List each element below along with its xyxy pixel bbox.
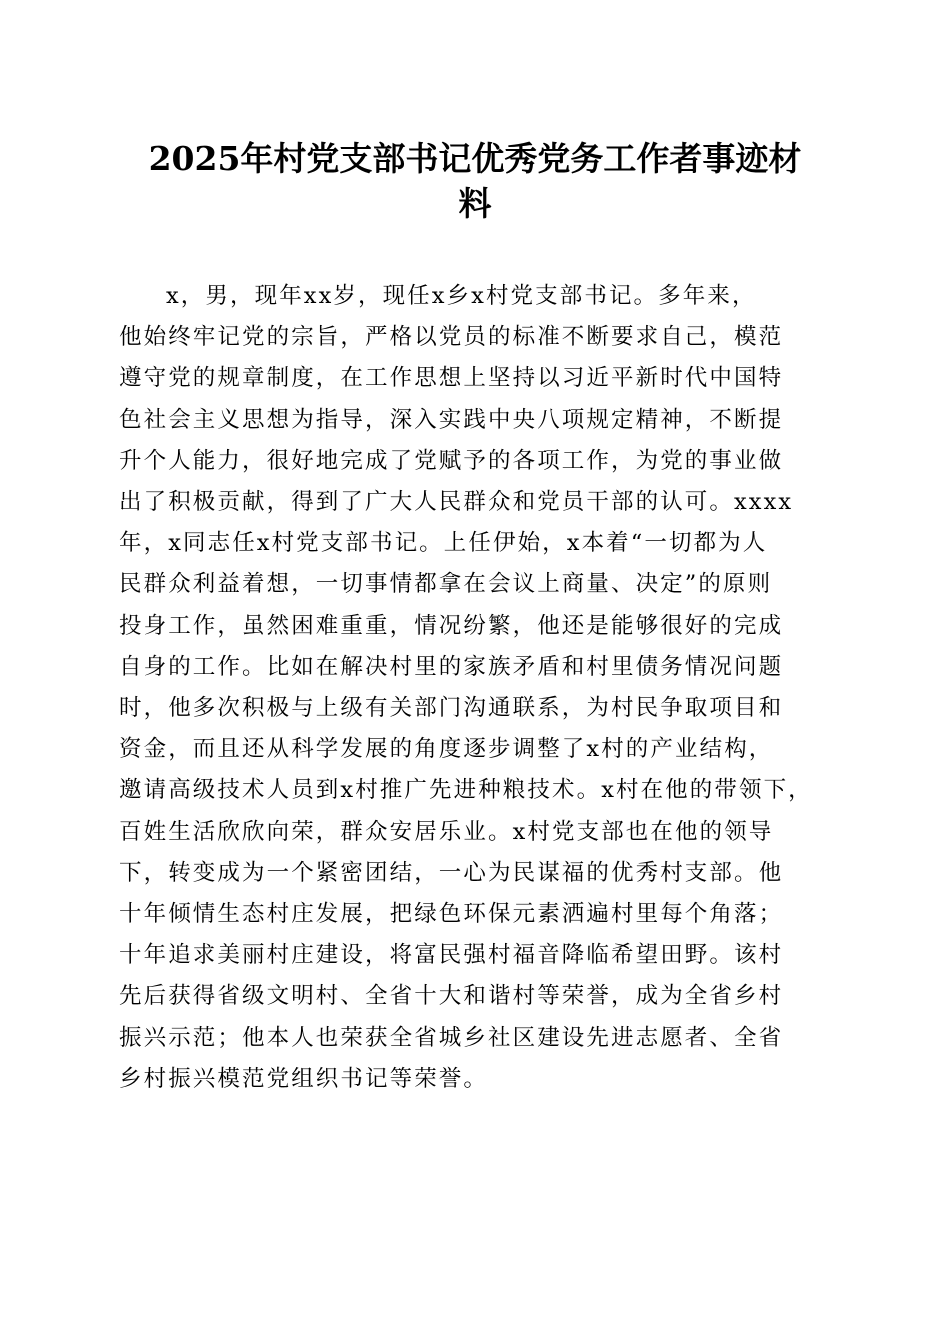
title-line: 2025年村党支部书记优秀党务工作者事迹材	[148, 139, 802, 178]
paragraph-line: 升个人能力，很好地完成了党赋予的各项工作，为党的事业做	[119, 447, 784, 474]
paragraph-line: 出了积极贡献，得到了广大人民群众和党员干部的认可。xxxx	[119, 489, 794, 516]
paragraph-line: 投身工作，虽然困难重重，情况纷繁，他还是能够很好的完成	[119, 612, 784, 639]
title-line: 料	[458, 184, 492, 223]
paragraph-line: 民群众利益着想，一切事情都拿在会议上商量、决定”的原则	[119, 571, 773, 598]
paragraph-line: 邀请高级技术人员到x村推广先进种粮技术。x村在他的带领下，	[119, 777, 813, 804]
document-title	[118, 136, 832, 226]
body-paragraph	[119, 276, 835, 1100]
paragraph-line: 时，他多次积极与上级有关部门沟通联系，为村民争取项目和	[119, 695, 784, 722]
paragraph-line: 先后获得省级文明村、全省十大和谐村等荣誉，成为全省乡村	[119, 983, 784, 1010]
paragraph-line: 色社会主义思想为指导，深入实践中央八项规定精神，不断提	[119, 406, 784, 433]
paragraph-line: 下，转变成为一个紧密团结，一心为民谋福的优秀村支部。他	[119, 859, 784, 886]
paragraph-line: 遵守党的规章制度，在工作思想上坚持以习近平新时代中国特	[119, 365, 784, 392]
paragraph-line: x，男，现年xx岁，现任x乡x村党支部书记。多年来，	[166, 283, 757, 309]
paragraph-line: 百姓生活欣欣向荣，群众安居乐业。x村党支部也在他的领导	[119, 818, 774, 845]
paragraph-line: 自身的工作。比如在解决村里的家族矛盾和村里债务情况问题	[119, 653, 784, 680]
paragraph-line: 资金，而且还从科学发展的角度逐步调整了x村的产业结构，	[119, 736, 774, 763]
paragraph-line: 十年倾情生态村庄发展，把绿色环保元素洒遍村里每个角落；	[119, 901, 784, 928]
paragraph-line: 年，x同志任x村党支部书记。上任伊始，x本着“一切都为人	[119, 530, 768, 557]
paragraph-line: 十年追求美丽村庄建设，将富民强村福音降临希望田野。该村	[119, 942, 784, 969]
paragraph-line: 他始终牢记党的宗旨，严格以党员的标准不断要求自己，模范	[119, 324, 784, 351]
paragraph-line: 振兴示范；他本人也荣获全省城乡社区建设先进志愿者、全省	[119, 1024, 784, 1051]
paragraph-line: 乡村振兴模范党组织书记等荣誉。	[119, 1065, 489, 1092]
